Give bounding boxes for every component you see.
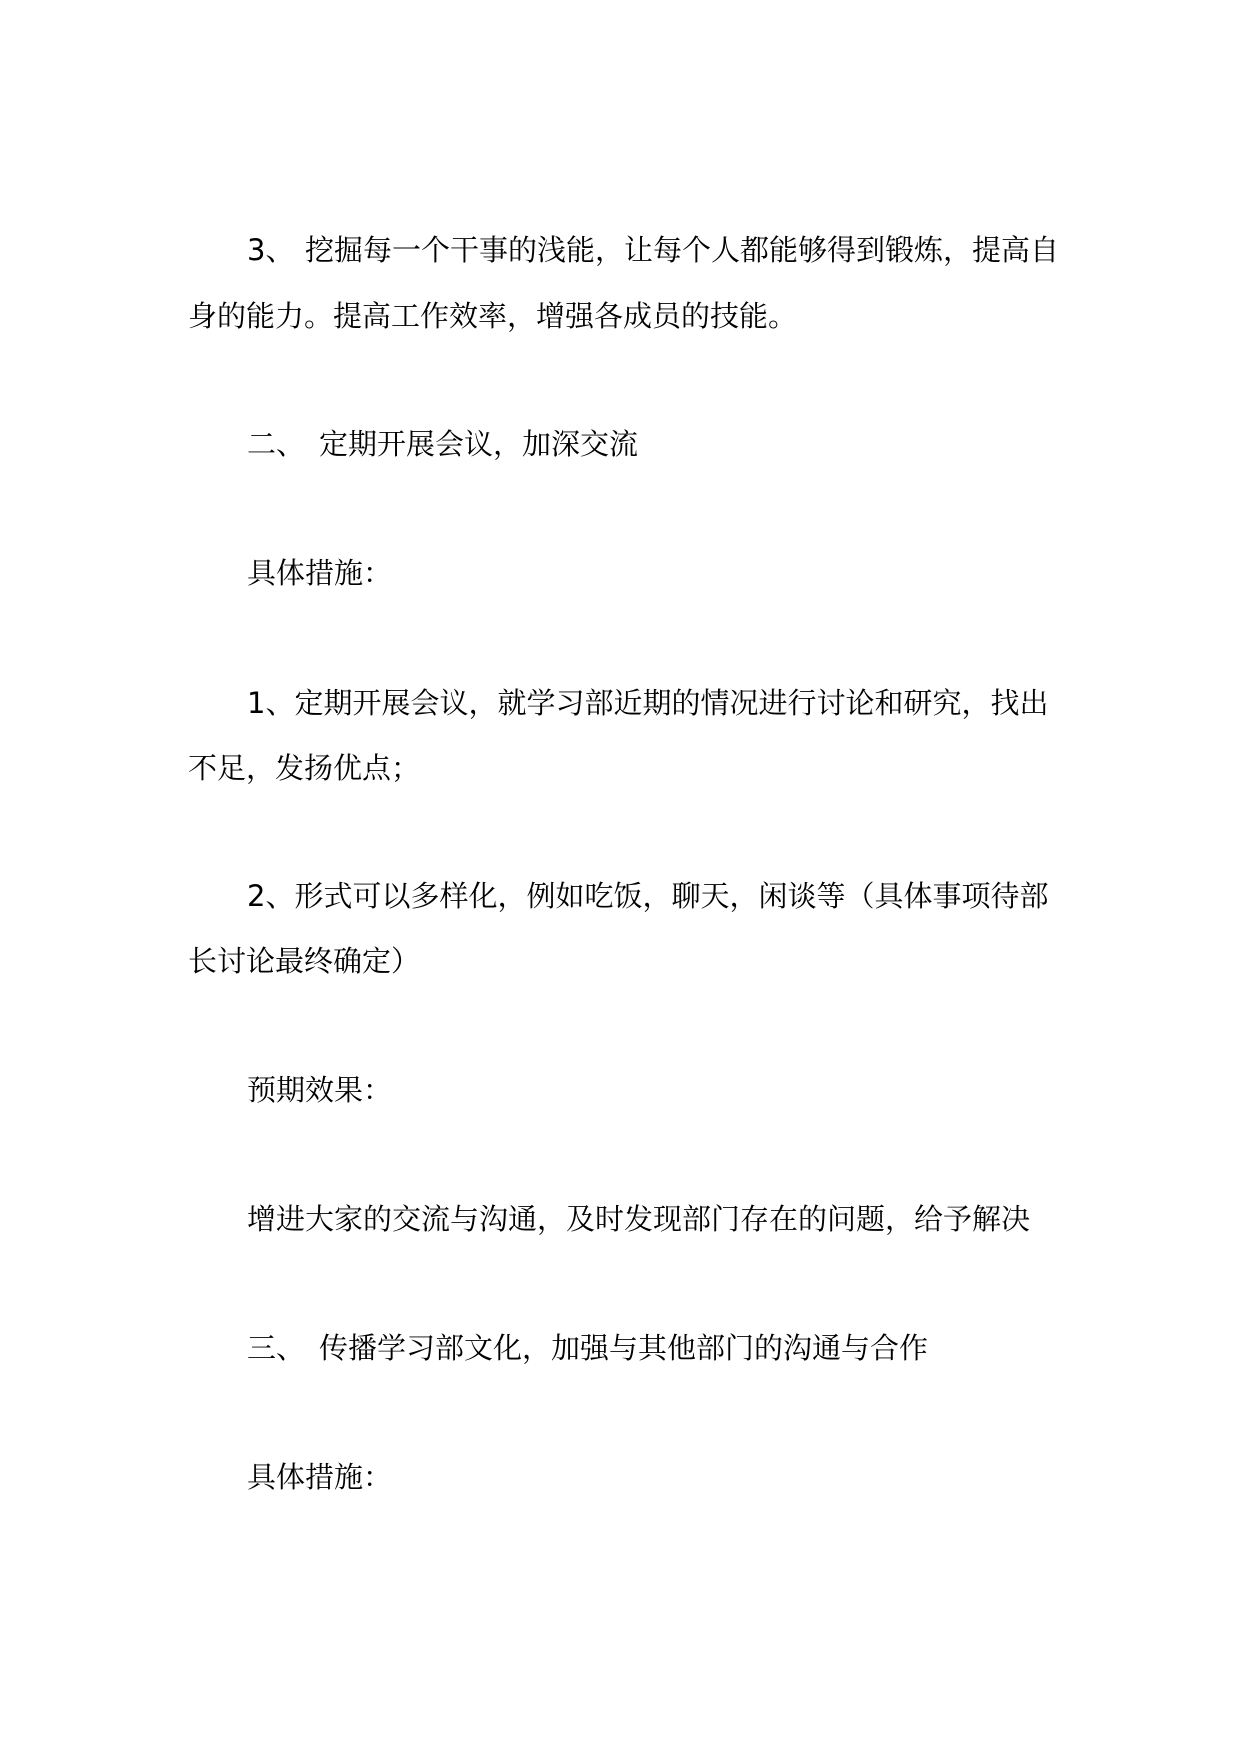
section-heading-2 [247,426,638,462]
measures-heading: 具体措施： [247,556,393,590]
section-number: 二、 [247,427,306,461]
item-2-line2: 长讨论最终确定） [188,944,421,978]
section-heading-3 [247,1330,928,1366]
item-2-line1: 2、形式可以多样化，例如吃饭，聊天，闲谈等（具体事项待部 [247,879,1049,913]
list-number: 3、 [247,233,295,267]
paragraph-3-line2: 身的能力。提高工作效率，增强各成员的技能。 [188,299,798,333]
section-number: 三、 [247,1331,306,1365]
expected-effect-heading: 预期效果： [247,1073,393,1107]
paragraph-text: 挖掘每一个干事的浅能，让每个人都能够得到锻炼，提高自 [305,233,1060,267]
section-title: 传播学习部文化，加强与其他部门的沟通与合作 [319,1331,929,1365]
paragraph-3-line1 [247,232,1059,268]
item-1-line2: 不足，发扬优点； [188,751,421,785]
section-title: 定期开展会议，加深交流 [319,427,639,461]
measures-heading-2: 具体措施： [247,1460,393,1494]
expected-effect-text: 增进大家的交流与沟通，及时发现部门存在的问题，给予解决 [247,1202,1031,1236]
item-1-line1: 1、定期开展会议，就学习部近期的情况进行讨论和研究，找出 [247,686,1049,720]
